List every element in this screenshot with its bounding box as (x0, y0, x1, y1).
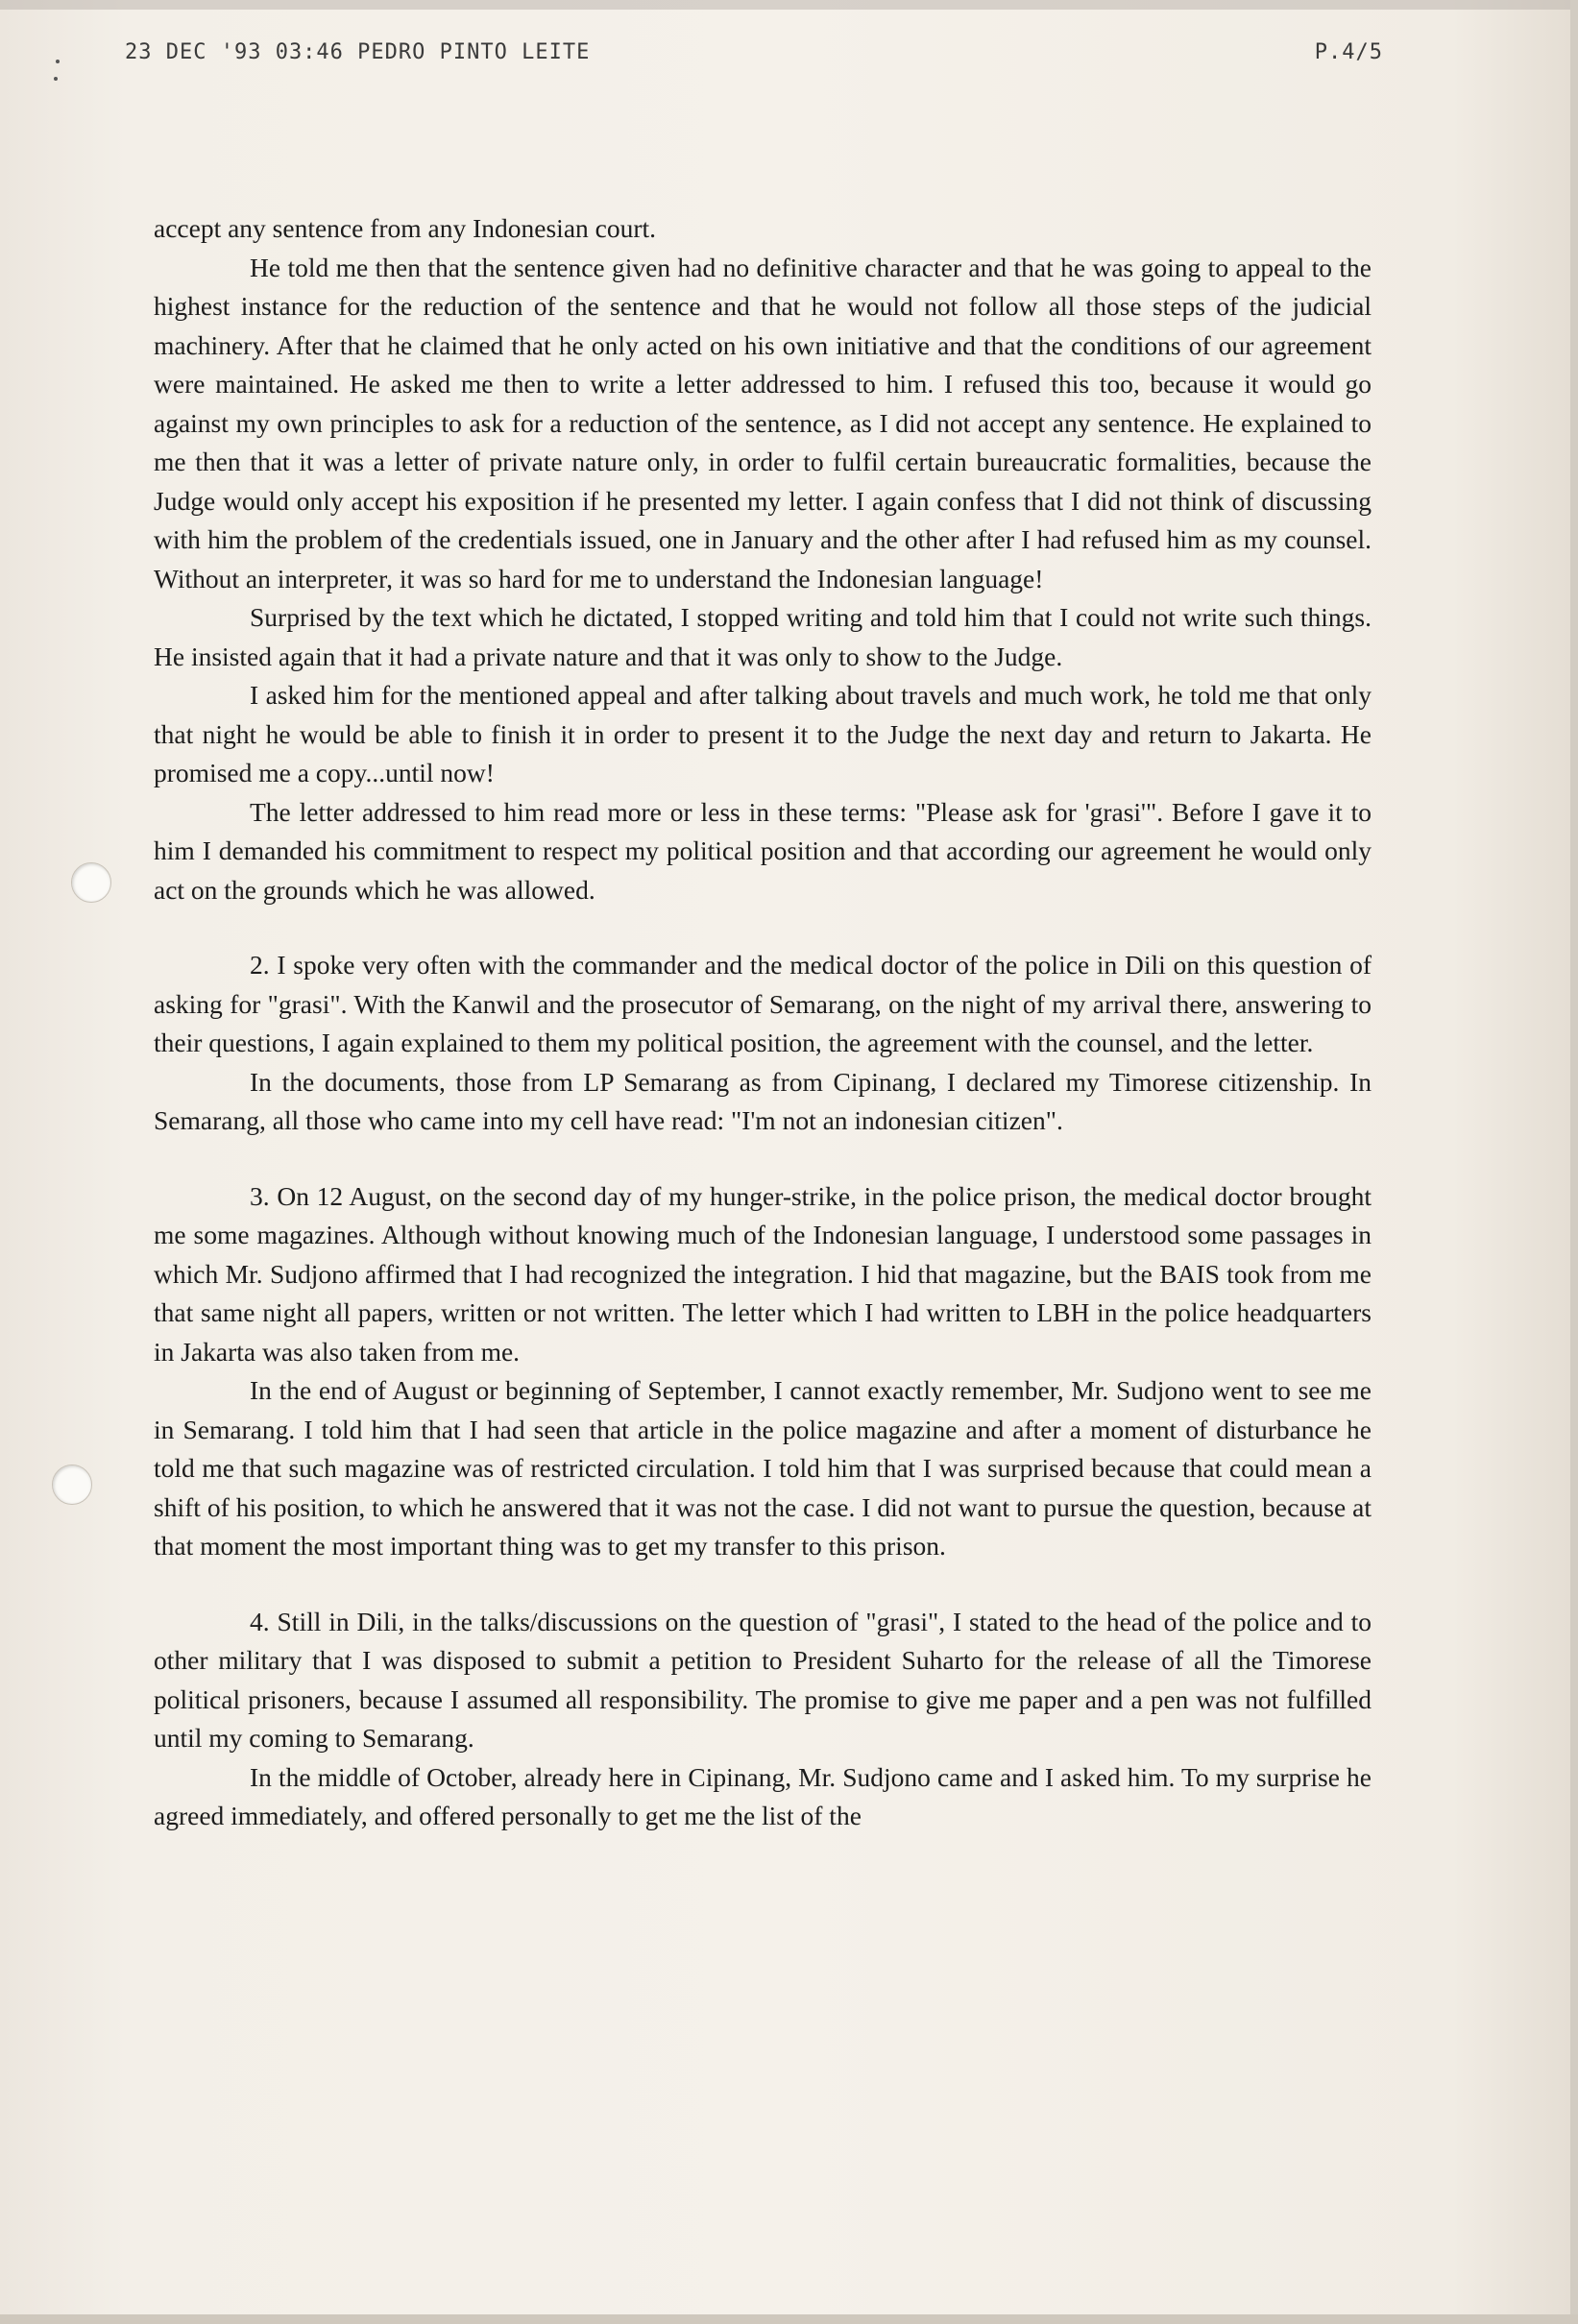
page-top-edge (0, 0, 1578, 10)
section-2-paragraph: 2. I spoke very often with the commander and the medical doctor of the police in Dili on this question of asking for "grasi". With the Kanwil and the prosecutor of Semarang, on the night of my arrival there, answering to their questions, I again explained to them my political position, the agreement with the counsel, and the letter. (154, 950, 1372, 1057)
paragraph: I asked him for the mentioned appeal and after talking about travels and much work, he told me that only that night he would be able to finish it in order to present it to the Judge the next day and return to Jakarta. He promised me a copy...until now! (154, 680, 1372, 787)
paragraph: accept any sentence from any Indonesian court. (154, 213, 657, 243)
paragraph: In the middle of October, already here in Cipinang, Mr. Sudjono came and I asked him. To my surprise he agreed immediately, and offered personally to get me the list of the (154, 1761, 1372, 1830)
section-4-paragraph: 4. Still in Dili, in the talks/discussions on the question of "grasi", I stated to the head of the police and to other military that I was disposed to submit a petition to President Suharto for the release of all the Timorese political prisoners, because I assumed all responsibility. The promise to give me paper and a pen was not fulfilled until my coming to Semarang. (154, 1606, 1372, 1753)
page-bottom-edge (0, 2314, 1578, 2324)
punch-hole (52, 1465, 92, 1505)
paragraph: In the end of August or beginning of September, I cannot exactly remember, Mr. Sudjono went to see me in Semarang. I told him that I had seen that article in the police magazine and after a moment of disturbance he told me that such magazine was of restricted circulation. I told him that I was surprised because that could mean a shift of his position, to which he answered that it was not the case. I did not want to pursue the question, because at that moment the most important thing was to get my transfer to this prison. (154, 1375, 1372, 1561)
fax-page-number: P.4/5 (1314, 40, 1383, 64)
paragraph: The letter addressed to him read more or less in these terms: "Please ask for 'grasi'". Before I gave it to him I demanded his commitment to respect my political position and that according our agreement he would only act on the grounds which he was allowed. (154, 796, 1372, 905)
punch-hole (71, 862, 111, 903)
page-right-edge (1570, 0, 1578, 2324)
paragraph: He told me then that the sentence given had no definitive character and that he was going to appeal to the highest instance for the reduction of the sentence and that he would not follow all those steps of the judicial machinery. After that he claimed that he only acted on his own initiative and that the conditions of our agreement were maintained. He asked me then to write a letter addressed to him. I refused this too, because it would go against my own principles to ask for a reduction of the sentence, as I did not accept any sentence. He explained to me then that it was a letter of private nature only, in order to fulfil certain bureaucratic formalities, because the Judge would only accept his exposition if he presented my letter. I again confess that I did not think of discussing with him the problem of the credentials issued, one in January and the other after I had refused him as my counsel. Without an interpreter, it was so hard for me to understand the Indonesian language! (154, 252, 1372, 593)
scan-speck (56, 60, 60, 63)
paragraph: Surprised by the text which he dictated, I stopped writing and told him that I could not write such things. He insisted again that it had a private nature and that it was only to show to the Judge. (154, 602, 1372, 671)
paragraph: In the documents, those from LP Semarang as from Cipinang, I declared my Timorese citizenship. In Semarang, all those who came into my cell have read: "I'm not an indonesian citizen". (154, 1066, 1372, 1135)
fax-transmission-line: 23 DEC '93 03:46 PEDRO PINTO LEITE (125, 40, 591, 64)
section-3-paragraph: 3. On 12 August, on the second day of my hunger-strike, in the police prison, the medical doctor brought me some magazines. Although without knowing much of the Indonesian language, I understood some passages in which Mr. Sudjono affirmed that I had recognized the integration. I hid that magazine, but the BAIS took from me that same night all papers, written or not written. The letter which I had written to LBH in the police headquarters in Jakarta was also taken from me. (154, 1180, 1372, 1367)
letter-body (154, 209, 1372, 1836)
scan-speck (54, 77, 58, 81)
fax-header (125, 35, 1383, 69)
